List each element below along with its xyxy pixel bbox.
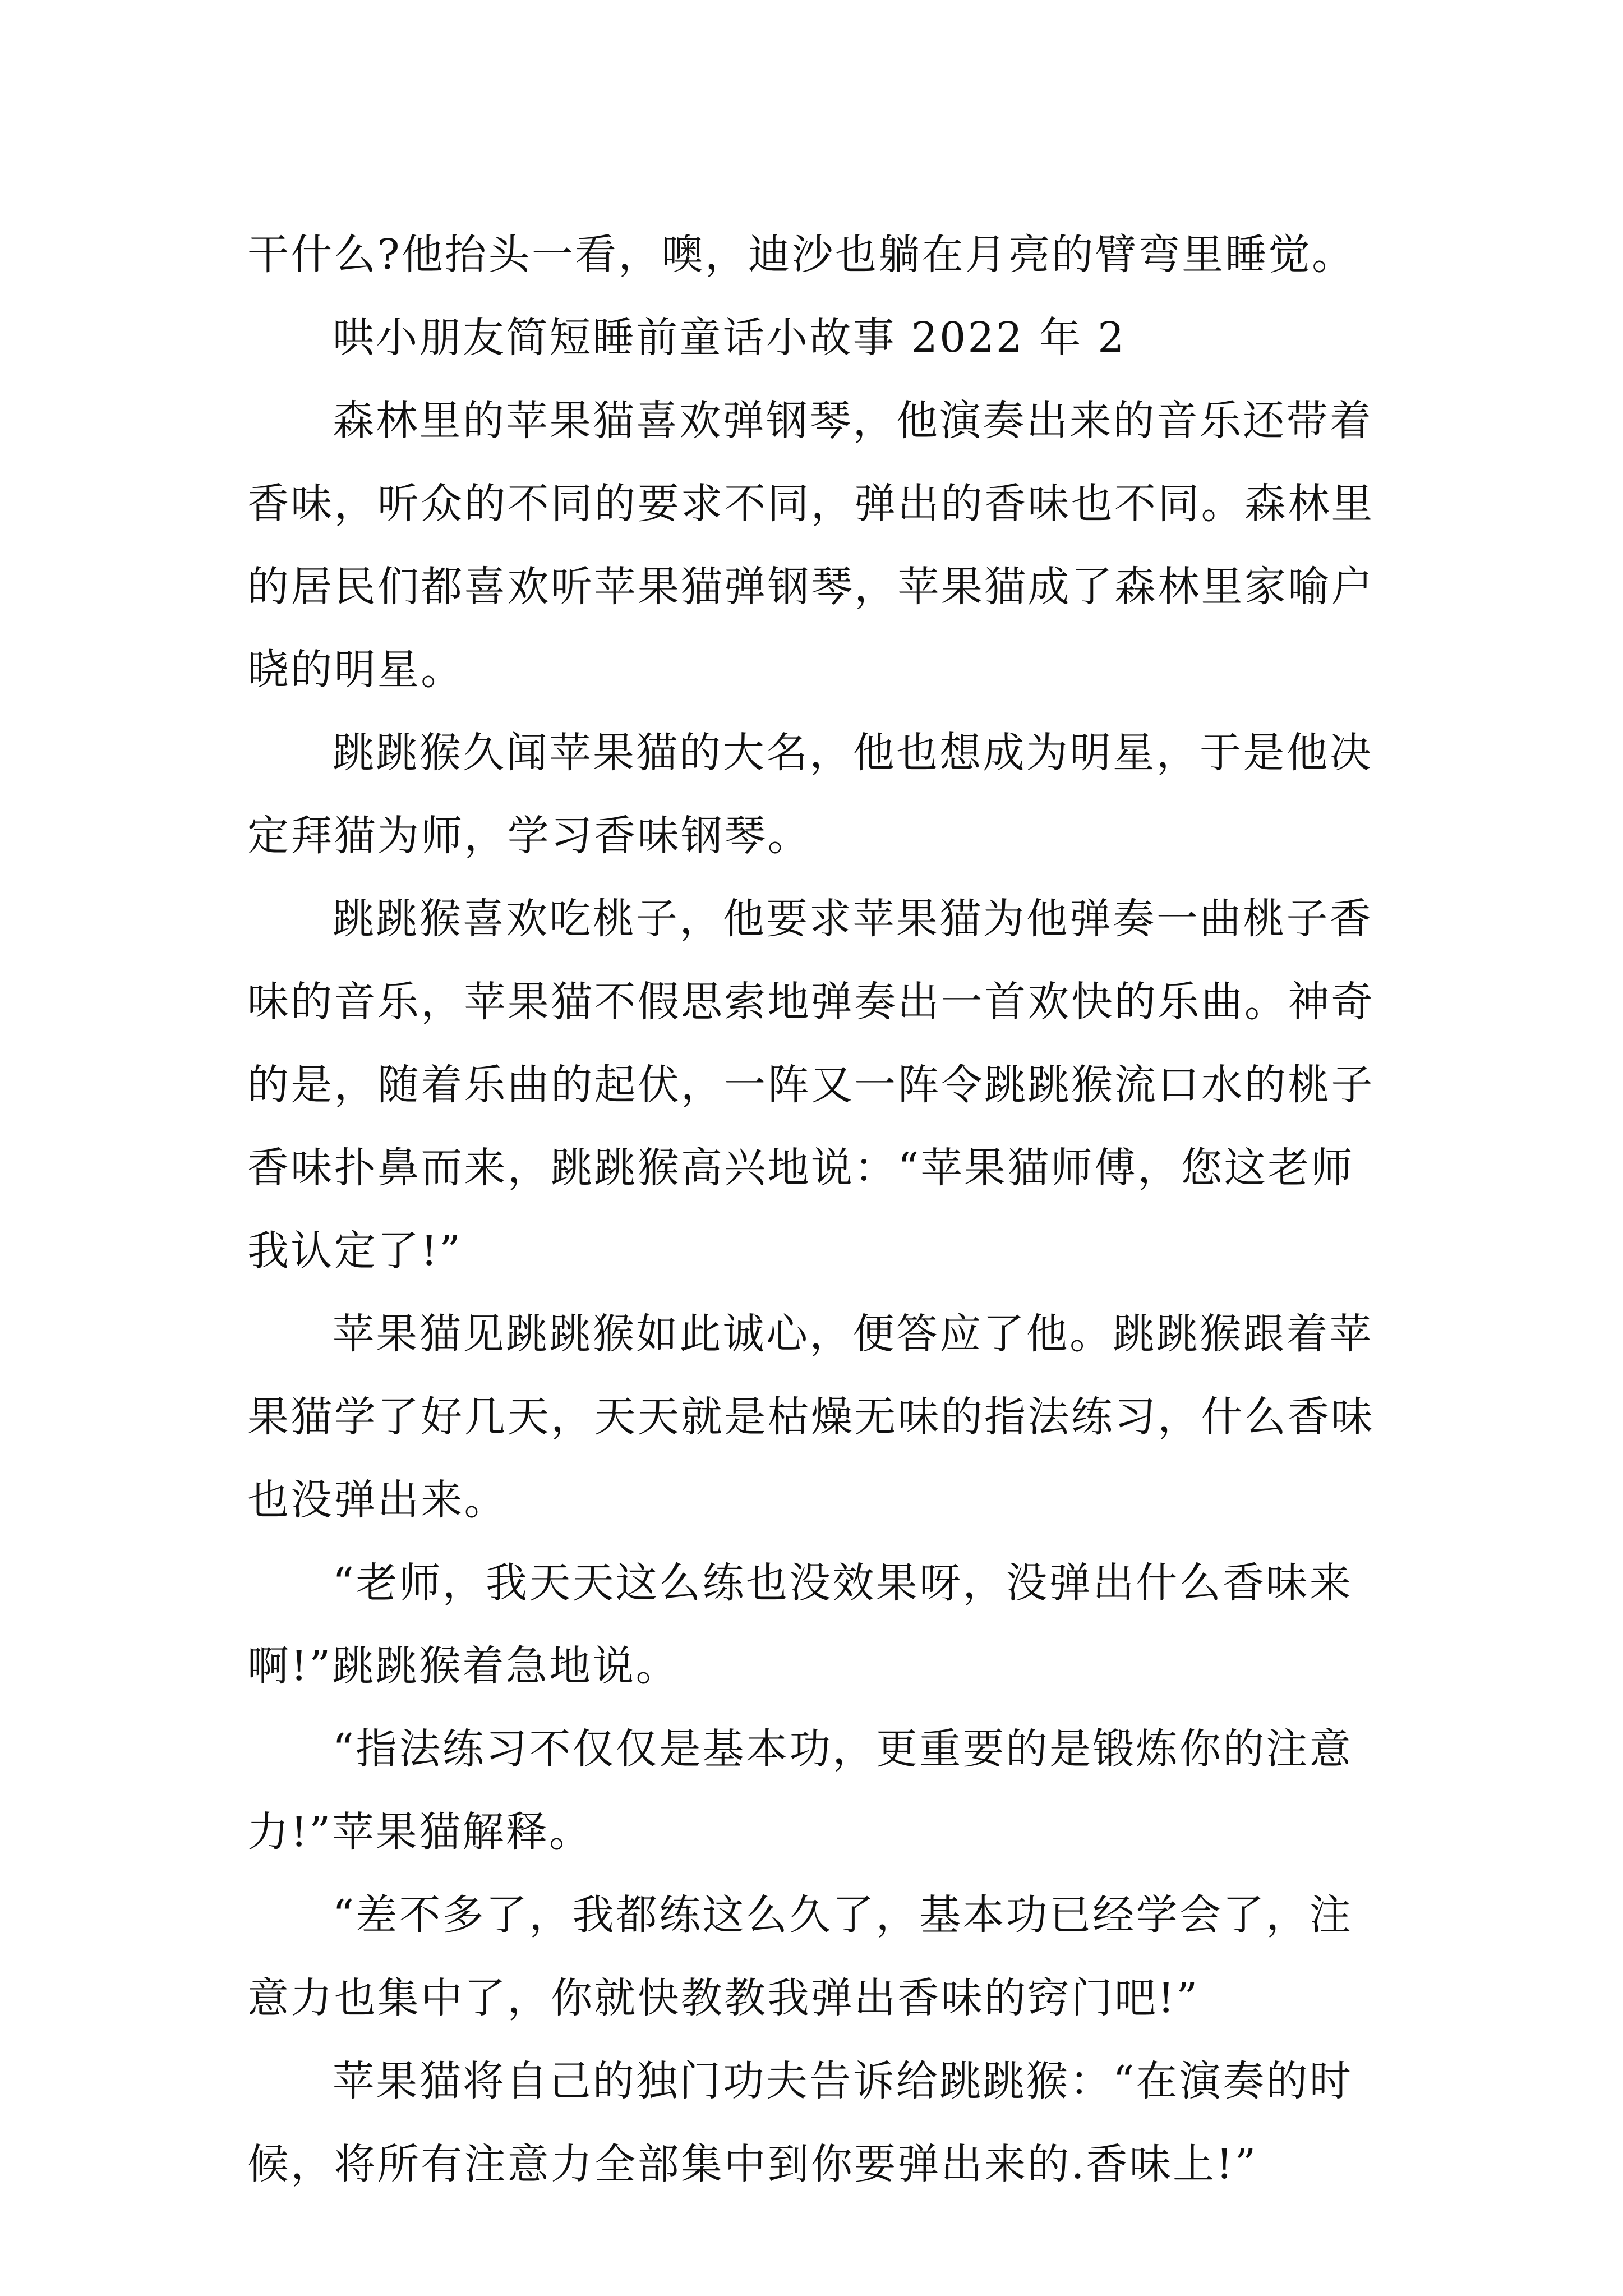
text-line: 我认定了!” (247, 1227, 463, 1275)
text-line: 干什么?他抬头一看，噢，迪沙也躺在月亮的臂弯里睡觉。 (247, 231, 1355, 279)
text-line: “差不多了，我都练这么久了，基本功已经学会了，注 (333, 1891, 1353, 1939)
text-line: 也没弹出来。 (247, 1476, 508, 1524)
text-line: 啊!”跳跳猴着急地说。 (247, 1642, 679, 1690)
text-line: 的居民们都喜欢听苹果猫弹钢琴，苹果猫成了森林里家喻户 (247, 563, 1375, 611)
text-line: 跳跳猴喜欢吃桃子，他要求苹果猫为他弹奏一曲桃子香 (333, 895, 1373, 943)
text-line: 香味，听众的不同的要求不同，弹出的香味也不同。森林里 (247, 480, 1375, 528)
text-line: 意力也集中了，你就快教教我弹出香味的窍门吧!” (247, 1974, 1200, 2022)
text-line: “老师，我天天这么练也没效果呀，没弹出什么香味来 (333, 1559, 1353, 1607)
text-line: 苹果猫将自己的独门功夫告诉给跳跳猴：“在演奏的时 (333, 2057, 1353, 2105)
text-line: 苹果猫见跳跳猴如此诚心，便答应了他。跳跳猴跟着苹 (333, 1310, 1373, 1358)
text-line: 果猫学了好几天，天天就是枯燥无味的指法练习，什么香味 (247, 1393, 1375, 1441)
story-text-body (247, 213, 1394, 2206)
text-line: 的是，随着乐曲的起伏，一阵又一阵令跳跳猴流口水的桃子 (247, 1061, 1375, 1109)
text-line: 哄小朋友简短睡前童话小故事 2022 年 2 (333, 314, 1126, 362)
text-line: 晓的明星。 (247, 646, 464, 694)
text-line: 候，将所有注意力全部集中到你要弹出来的.香味上!” (247, 2140, 1258, 2188)
text-line: 定拜猫为师，学习香味钢琴。 (247, 812, 811, 860)
text-line: 森林里的苹果猫喜欢弹钢琴，他演奏出来的音乐还带着 (333, 397, 1373, 445)
text-line: 跳跳猴久闻苹果猫的大名，他也想成为明星，于是他决 (333, 729, 1373, 777)
text-line: 力!”苹果猫解释。 (247, 1808, 593, 1856)
text-line: 香味扑鼻而来，跳跳猴高兴地说：“苹果猫师傅，您这老师 (247, 1144, 1354, 1192)
text-line: 味的音乐，苹果猫不假思索地弹奏出一首欢快的乐曲。神奇 (247, 978, 1375, 1026)
text-line: “指法练习不仅仅是基本功，更重要的是锻炼你的注意 (333, 1725, 1353, 1773)
